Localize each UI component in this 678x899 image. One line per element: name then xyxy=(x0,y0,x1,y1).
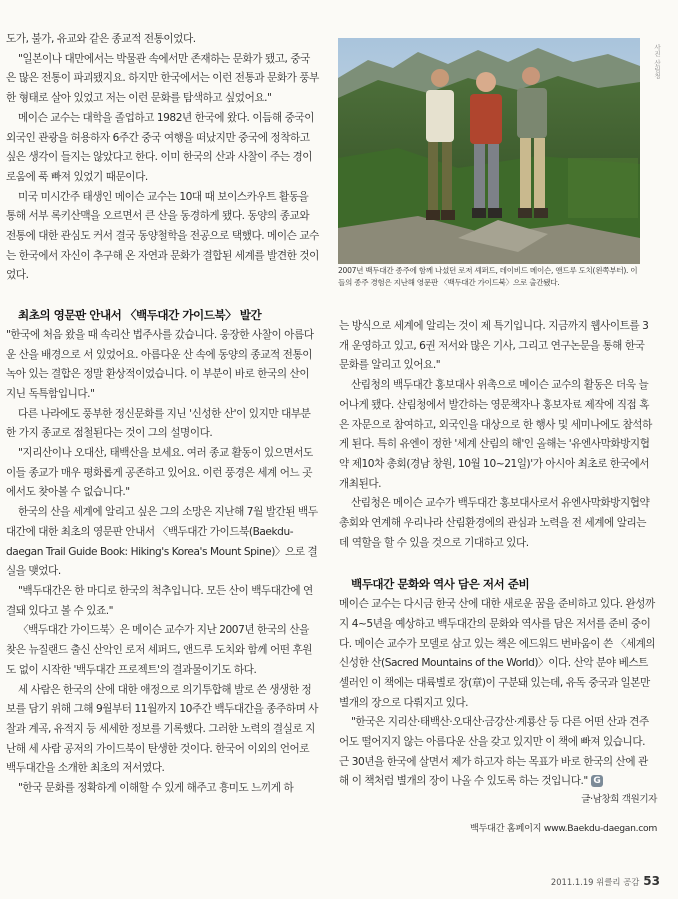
website-credit: 백두대간 홈페이지 www.Baekdu-daegan.com xyxy=(470,823,657,834)
article-paragraph: 산림청은 메이슨 교수가 백두대간 홍보대사로서 유엔사막화방지협약 총회와 연계해 우리나라 산림환경에의 관심과 노력을 전 세계에 알리는 데 역할을 할 수 있을 것으로 기대하고 있다. xyxy=(339,497,650,549)
section-heading: 최초의 영문판 안내서 〈백두대간 가이드북〉 발간 xyxy=(18,308,262,323)
byline: 글·남창희 객원기자 xyxy=(581,794,657,806)
article-right-column xyxy=(339,317,657,810)
article-paragraph xyxy=(339,713,657,792)
end-mark-badge: G xyxy=(591,775,603,787)
article-paragraph: 메이슨 교수는 대학을 졸업하고 1982년 한국에 왔다. 이듬해 중국이 외국인 관광을 허용하자 6주간 중국 여행을 떠났지만 중국에 정착하고 싶은 생각이 들지는 않았다고 한다. 이미 한국의 산과 사찰이 주는 경이로움에 푹 빠져 있었기 때문이다. xyxy=(6,111,315,183)
page-number: 53 xyxy=(643,874,660,888)
article-paragraph: 다른 나라에도 풍부한 정신문화를 지닌 '신성한 산'이 있지만 대부분 한 가지 종교로 점철된다는 것이 그의 설명이다. xyxy=(6,407,311,440)
article-paragraph: 는 방식으로 세계에 알리는 것이 제 특기입니다. 지금까지 웹사이트를 3개 운영하고 있고, 6권 저서와 많은 기사, 그리고 연구논문을 통해 한국 문화를 알리고 있어요." xyxy=(339,320,649,372)
article-paragraph: 도가, 불가, 유교와 같은 종교적 전통이었다. xyxy=(6,33,196,45)
article-paragraph: 미국 미시간주 태생인 메이슨 교수는 10대 때 보이스카우트 활동을 통해 서부 록키산맥을 오르면서 큰 산을 동경하게 됐다. 동양의 종교와 전통에 대한 관심도 커서 결국 동양철학을 전공으로 택했다. 메이슨 교수는 한국에서 자신이 추구해 온 자연과 문화가 결합된 세계를 발견한 것이었다. xyxy=(6,190,319,282)
page-footer xyxy=(520,874,660,888)
article-paragraph: 산림청의 백두대간 홍보대사 위촉으로 메이슨 교수의 활동은 더욱 늘어나게 됐다. 산림청에서 발간하는 영문책자나 홍보자료 제작에 직접 혹은 자문으로 참여하고, 외국인을 대상으로 한 행사 및 세미나에도 참석하게 된다. 특히 유엔이 정한 '세계 산림의 해'인 올해는 '유엔사막화방지협약 제10차 총회(경남 창원, 10월 10~21일)'가 아시아 최초로 한국에서 개최된다. xyxy=(339,379,652,490)
article-paragraph: "한국 문화를 정확하게 이해할 수 있게 해주고 흥미도 느끼게 하 xyxy=(18,782,294,795)
article-paragraph: "한국에 처음 왔을 때 속리산 법주사를 갔습니다. 웅장한 사찰이 아름다운 산을 배경으로 서 있었어요. 아름다운 산 속에 동양의 종교적 전통이 녹아 있는 결합은 정말 환상적이었습니다. 이 부분이 바로 한국의 산이 지닌 독특함입니다." xyxy=(6,328,314,400)
article-paragraph: 메이슨 교수는 다시금 한국 산에 대한 새로운 꿈을 준비하고 있다. 완성까지 4~5년을 예상하고 백두대간의 문화와 역사를 담은 저서를 준비 중이다. 메이슨 교수가 모델로 삼고 있는 책은 에드워드 번바움이 쓴 〈세계의 신성한 산(Sacred Mountains of the World)〉이다. 산악 분야 베스트셀러인 이 책에는 대륙별로 장(章)이 구분돼 있는데, 유독 중국과 일본만 별개의 장으로 다뤄지고 있다. xyxy=(339,598,656,709)
section-heading: 백두대간 문화와 역사 담은 저서 준비 xyxy=(351,577,530,592)
photo-caption: 2007년 백두대간 종주에 함께 나섰던 로저 셰퍼드, 데이비드 메이슨, 앤드루 도치(왼쪽부터). 이들의 종주 경험은 지난해 영문판 〈백두대간 가이드북〉으로 출간됐다. xyxy=(338,266,638,287)
hikers-photo xyxy=(338,38,640,264)
article-paragraph: 〈백두대간 가이드북〉은 메이슨 교수가 지난 2007년 한국의 산을 찾은 뉴질랜드 출신 산악인 로저 셰퍼드, 앤드루 도치와 함께 어떤 후원도 없이 시작한 '백두대간 프로젝트'의 결과물이기도 하다. xyxy=(6,624,313,676)
article-paragraph: "일본이나 대만에서는 박물관 속에서만 존재하는 문화가 됐고, 중국은 많은 전통이 파괴됐지요. 하지만 한국에서는 이런 전통과 문화가 풍부한 형태로 살아 있었고 저는 이런 문화를 탐색하고 싶었어요." xyxy=(6,52,319,105)
photo-credit: 사진 산림청 xyxy=(653,44,661,79)
article-paragraph: 한국의 산을 세계에 알리고 싶은 그의 소망은 지난해 7월 발간된 백두대간에 대한 최초의 영문판 안내서 〈백두대간 가이드북(Baekdu-daegan Trail Guide Book: Hiking's Korea's Mount Spine)〉으로 결실을 맺었다. xyxy=(6,506,318,578)
article-paragraph: "지리산이나 오대산, 태백산을 보세요. 여러 종교 활동이 있으면서도 이들 종교가 매우 평화롭게 공존하고 있어요. 이런 풍경은 세계 어느 곳에서도 찾아볼 수 없습니다." xyxy=(6,447,313,499)
closing-quote: "한국은 지리산·태백산·오대산·금강산·계룡산 등 다른 어떤 산과 견주어도 떨어지지 않는 아름다운 산을 갖고 있지만 이 책에 빠져 있습니다. 근 30년을 한국에 살면서 제가 하고자 하는 목표가 바로 한국의 산에 관해 이 책처럼 별개의 장이 나올 수 있도록 하는 것입니다." xyxy=(339,716,649,788)
article-paragraph: 세 사람은 한국의 산에 대한 애정으로 의기투합해 발로 쓴 생생한 정보를 담기 위해 그해 9월부터 11월까지 10주간 백두대간을 종주하며 사찰과 계곡, 유적지 등 세세한 정보를 기록했다. 그러한 노력의 결실로 지난해 세 사람 공저의 가이드북이 탄생한 것이다. 한국어 이외의 언어로 백두대간을 소개한 최초의 저서였다. xyxy=(6,683,319,775)
article-paragraph: "백두대간은 한 마디로 한국의 척추입니다. 모든 산이 백두대간에 연결돼 있다고 볼 수 있죠." xyxy=(6,584,313,617)
footer-issue: 2011.1.19 위클리 공감 xyxy=(550,877,640,887)
article-left-column xyxy=(6,30,319,799)
